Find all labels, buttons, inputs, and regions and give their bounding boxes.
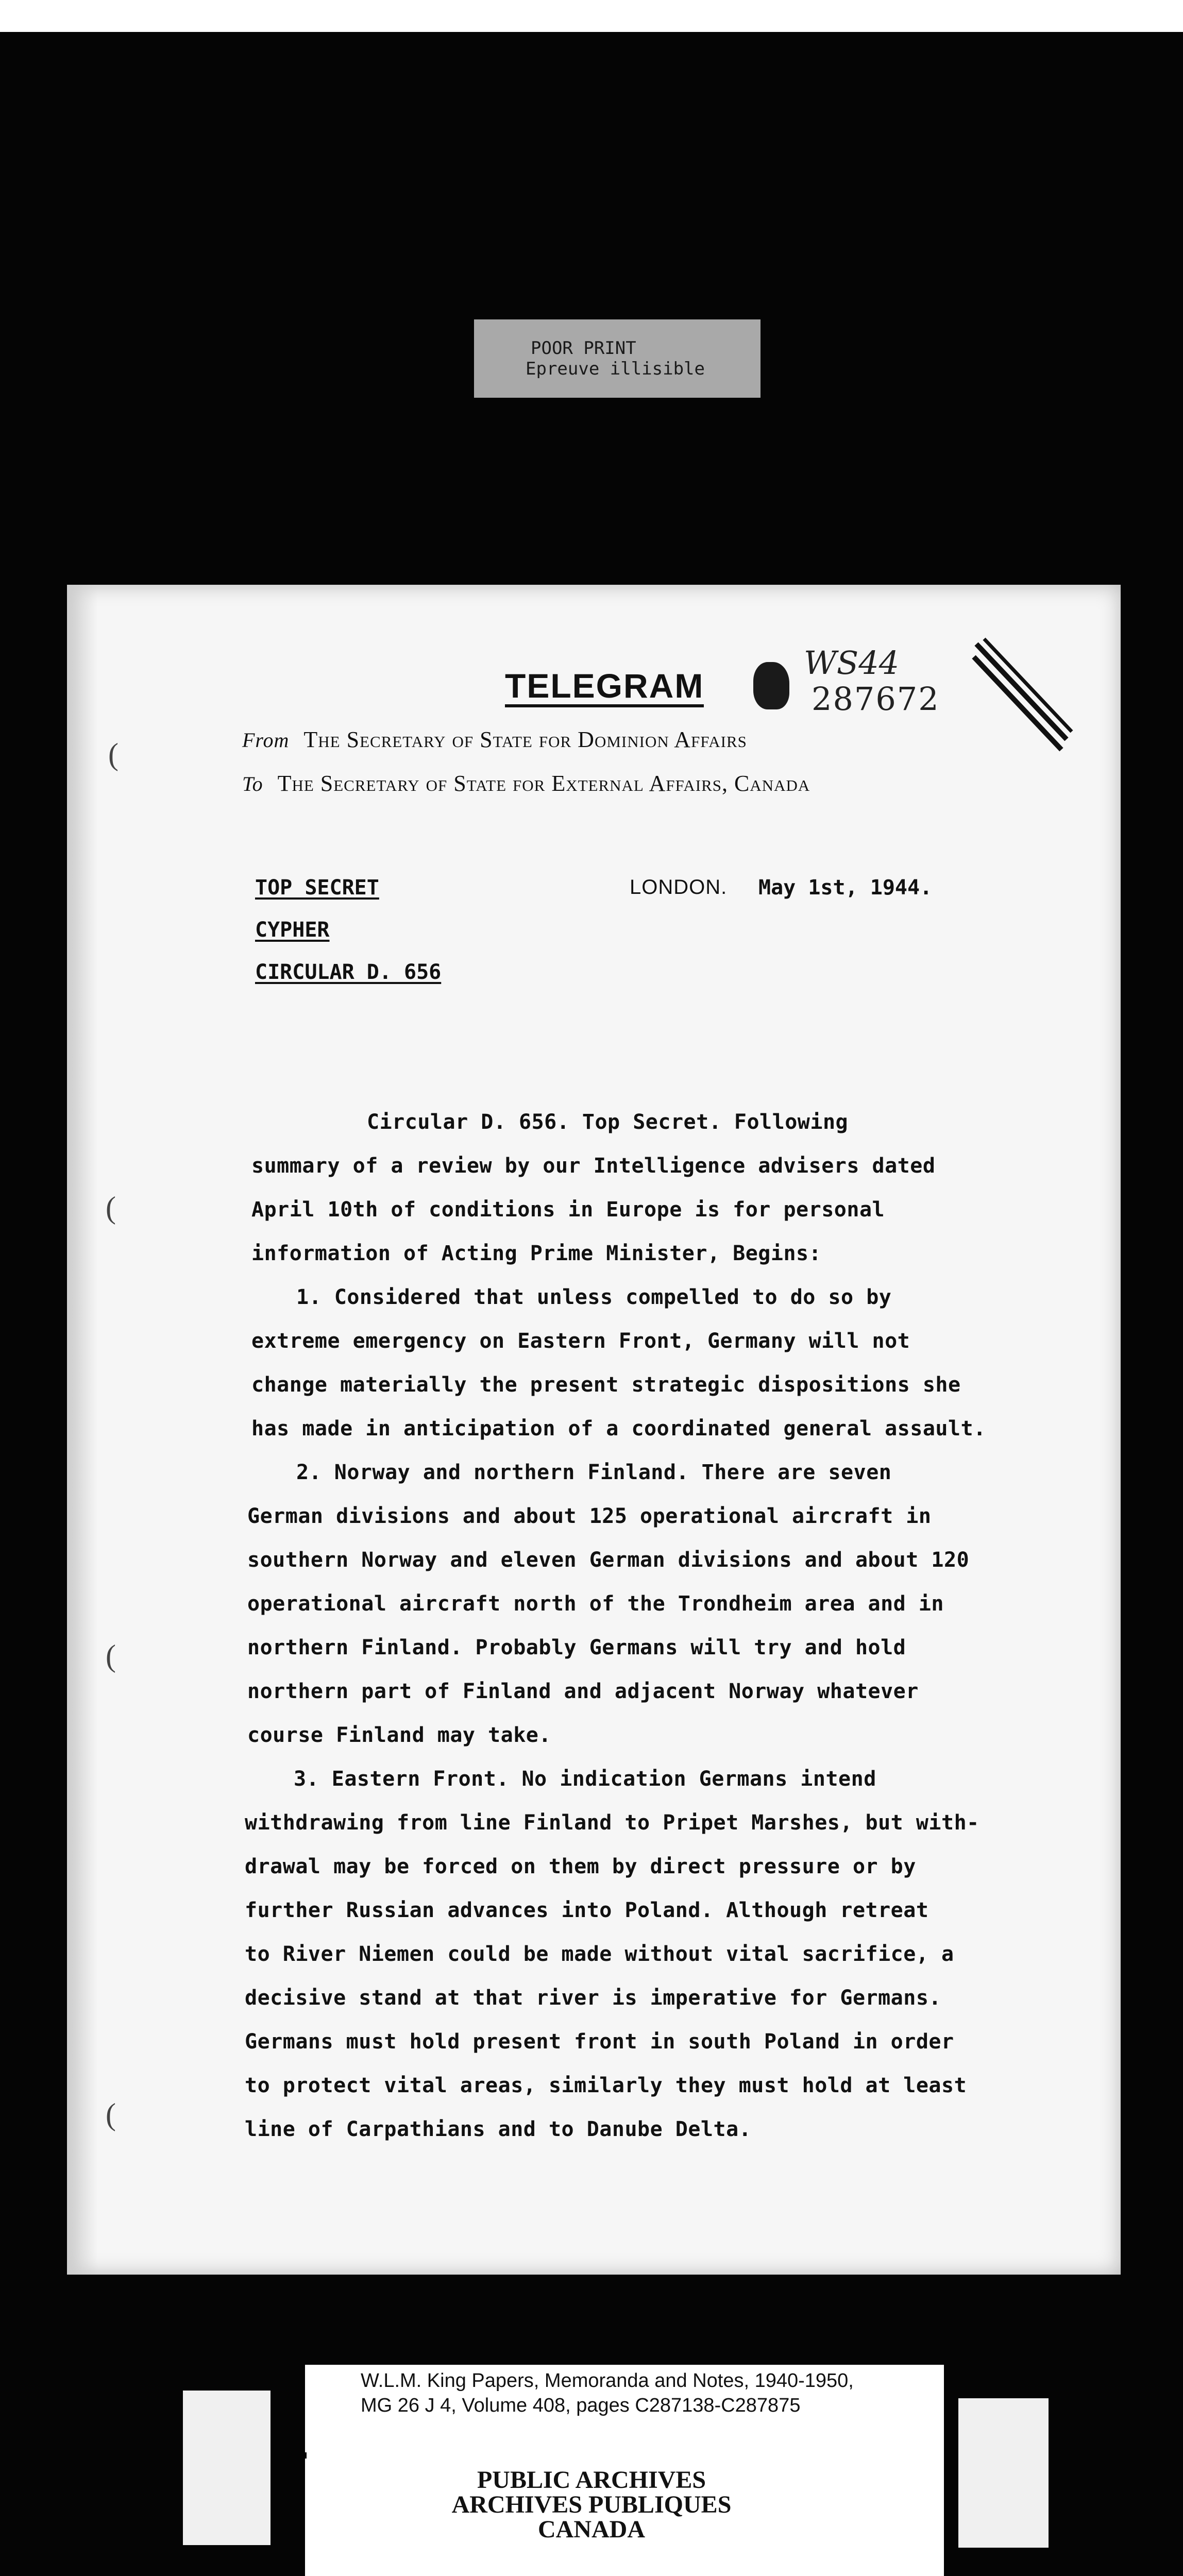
document-number: 287672 bbox=[812, 680, 940, 718]
archive-name-fr: ARCHIVES PUBLIQUES bbox=[451, 2491, 732, 2518]
body-line: extreme emergency on Eastern Front, Germany will not bbox=[251, 1329, 910, 1353]
body-line: northern part of Finland and adjacent Norway whatever bbox=[247, 1680, 919, 1703]
body-line: April 10th of conditions in Europe is for personal bbox=[251, 1198, 885, 1222]
from-label: From bbox=[242, 728, 290, 752]
body-line: change materially the present strategic dispositions she bbox=[251, 1373, 961, 1397]
body-line: Germans must hold present front in south Poland in order bbox=[245, 2030, 954, 2054]
body-line: German divisions and about 125 operational aircraft in bbox=[247, 1504, 932, 1528]
archive-name-en: PUBLIC ARCHIVES bbox=[477, 2466, 706, 2494]
to-text: The Secretary of State for External Affairs, Canada bbox=[277, 771, 810, 796]
stamp-line-2: Epreuve illisible bbox=[526, 359, 705, 379]
body-line: line of Carpathians and to Danube Delta. bbox=[245, 2117, 752, 2141]
body-line: course Finland may take. bbox=[247, 1723, 551, 1747]
poor-print-stamp bbox=[474, 319, 760, 398]
archive-reference-line-1: W.L.M. King Papers, Memoranda and Notes, 1940-1950, bbox=[361, 2370, 854, 2392]
from-text: The Secretary of State for Dominion Affairs bbox=[303, 727, 747, 752]
classification-circular: CIRCULAR D. 656 bbox=[255, 960, 442, 984]
margin-mark: ( bbox=[106, 2097, 116, 2131]
body-line: 2. Norway and northern Finland. There are seven bbox=[296, 1461, 892, 1484]
body-line: decisive stand at that river is imperative for Germans. bbox=[245, 1986, 942, 2010]
top-border bbox=[0, 0, 1183, 32]
body-line: summary of a review by our Intelligence advisers dated bbox=[251, 1154, 936, 1178]
body-line: withdrawing from line Finland to Pripet Marshes, but with- bbox=[245, 1811, 979, 1835]
classification-cypher: CYPHER bbox=[255, 918, 330, 942]
body-line: 1. Considered that unless compelled to do so by bbox=[296, 1285, 892, 1309]
stamp-line-1: POOR PRINT bbox=[531, 338, 636, 359]
body-line: northern Finland. Probably Germans will try and hold bbox=[247, 1636, 906, 1659]
body-line: southern Norway and eleven German divisions and about 120 bbox=[247, 1548, 970, 1572]
body-line: information of Acting Prime Minister, Begins: bbox=[251, 1242, 822, 1265]
body-line: to protect vital areas, similarly they must hold at least bbox=[245, 2074, 967, 2097]
seal-mark-icon bbox=[753, 662, 789, 709]
handwritten-note: WS44 bbox=[804, 644, 900, 682]
date: May 1st, 1944. bbox=[758, 876, 933, 900]
body-line: operational aircraft north of the Trondheim area and in bbox=[247, 1592, 944, 1616]
body-line: further Russian advances into Poland. Although retreat bbox=[245, 1899, 929, 1922]
margin-mark: ( bbox=[106, 1191, 116, 1225]
label-divider bbox=[944, 2452, 958, 2459]
location: LONDON. bbox=[630, 876, 728, 899]
archive-country: CANADA bbox=[538, 2516, 645, 2543]
to-label: To bbox=[242, 772, 263, 795]
body-line: 3. Eastern Front. No indication Germans intend bbox=[294, 1767, 876, 1791]
punch-hole-mark: ( bbox=[108, 737, 119, 771]
body-line: has made in anticipation of a coordinated general assault. bbox=[251, 1417, 986, 1440]
from-line bbox=[242, 726, 747, 753]
telegram-title: TELEGRAM bbox=[505, 667, 704, 707]
diagonal-strokes-icon bbox=[971, 636, 1074, 755]
archive-reference-line-2: MG 26 J 4, Volume 408, pages C287138-C287875 bbox=[361, 2395, 801, 2416]
body-line: drawal may be forced on them by direct pressure or by bbox=[245, 1855, 916, 1878]
label-divider bbox=[271, 2452, 307, 2459]
classification-top-secret: TOP SECRET bbox=[255, 876, 379, 900]
margin-mark: ( bbox=[106, 1639, 116, 1673]
to-line bbox=[242, 770, 810, 796]
sheet-edge-shadow bbox=[67, 585, 98, 2275]
body-line: to River Niemen could be made without vital sacrifice, a bbox=[245, 1942, 954, 1966]
body-line: Circular D. 656. Top Secret. Following bbox=[367, 1110, 849, 1134]
